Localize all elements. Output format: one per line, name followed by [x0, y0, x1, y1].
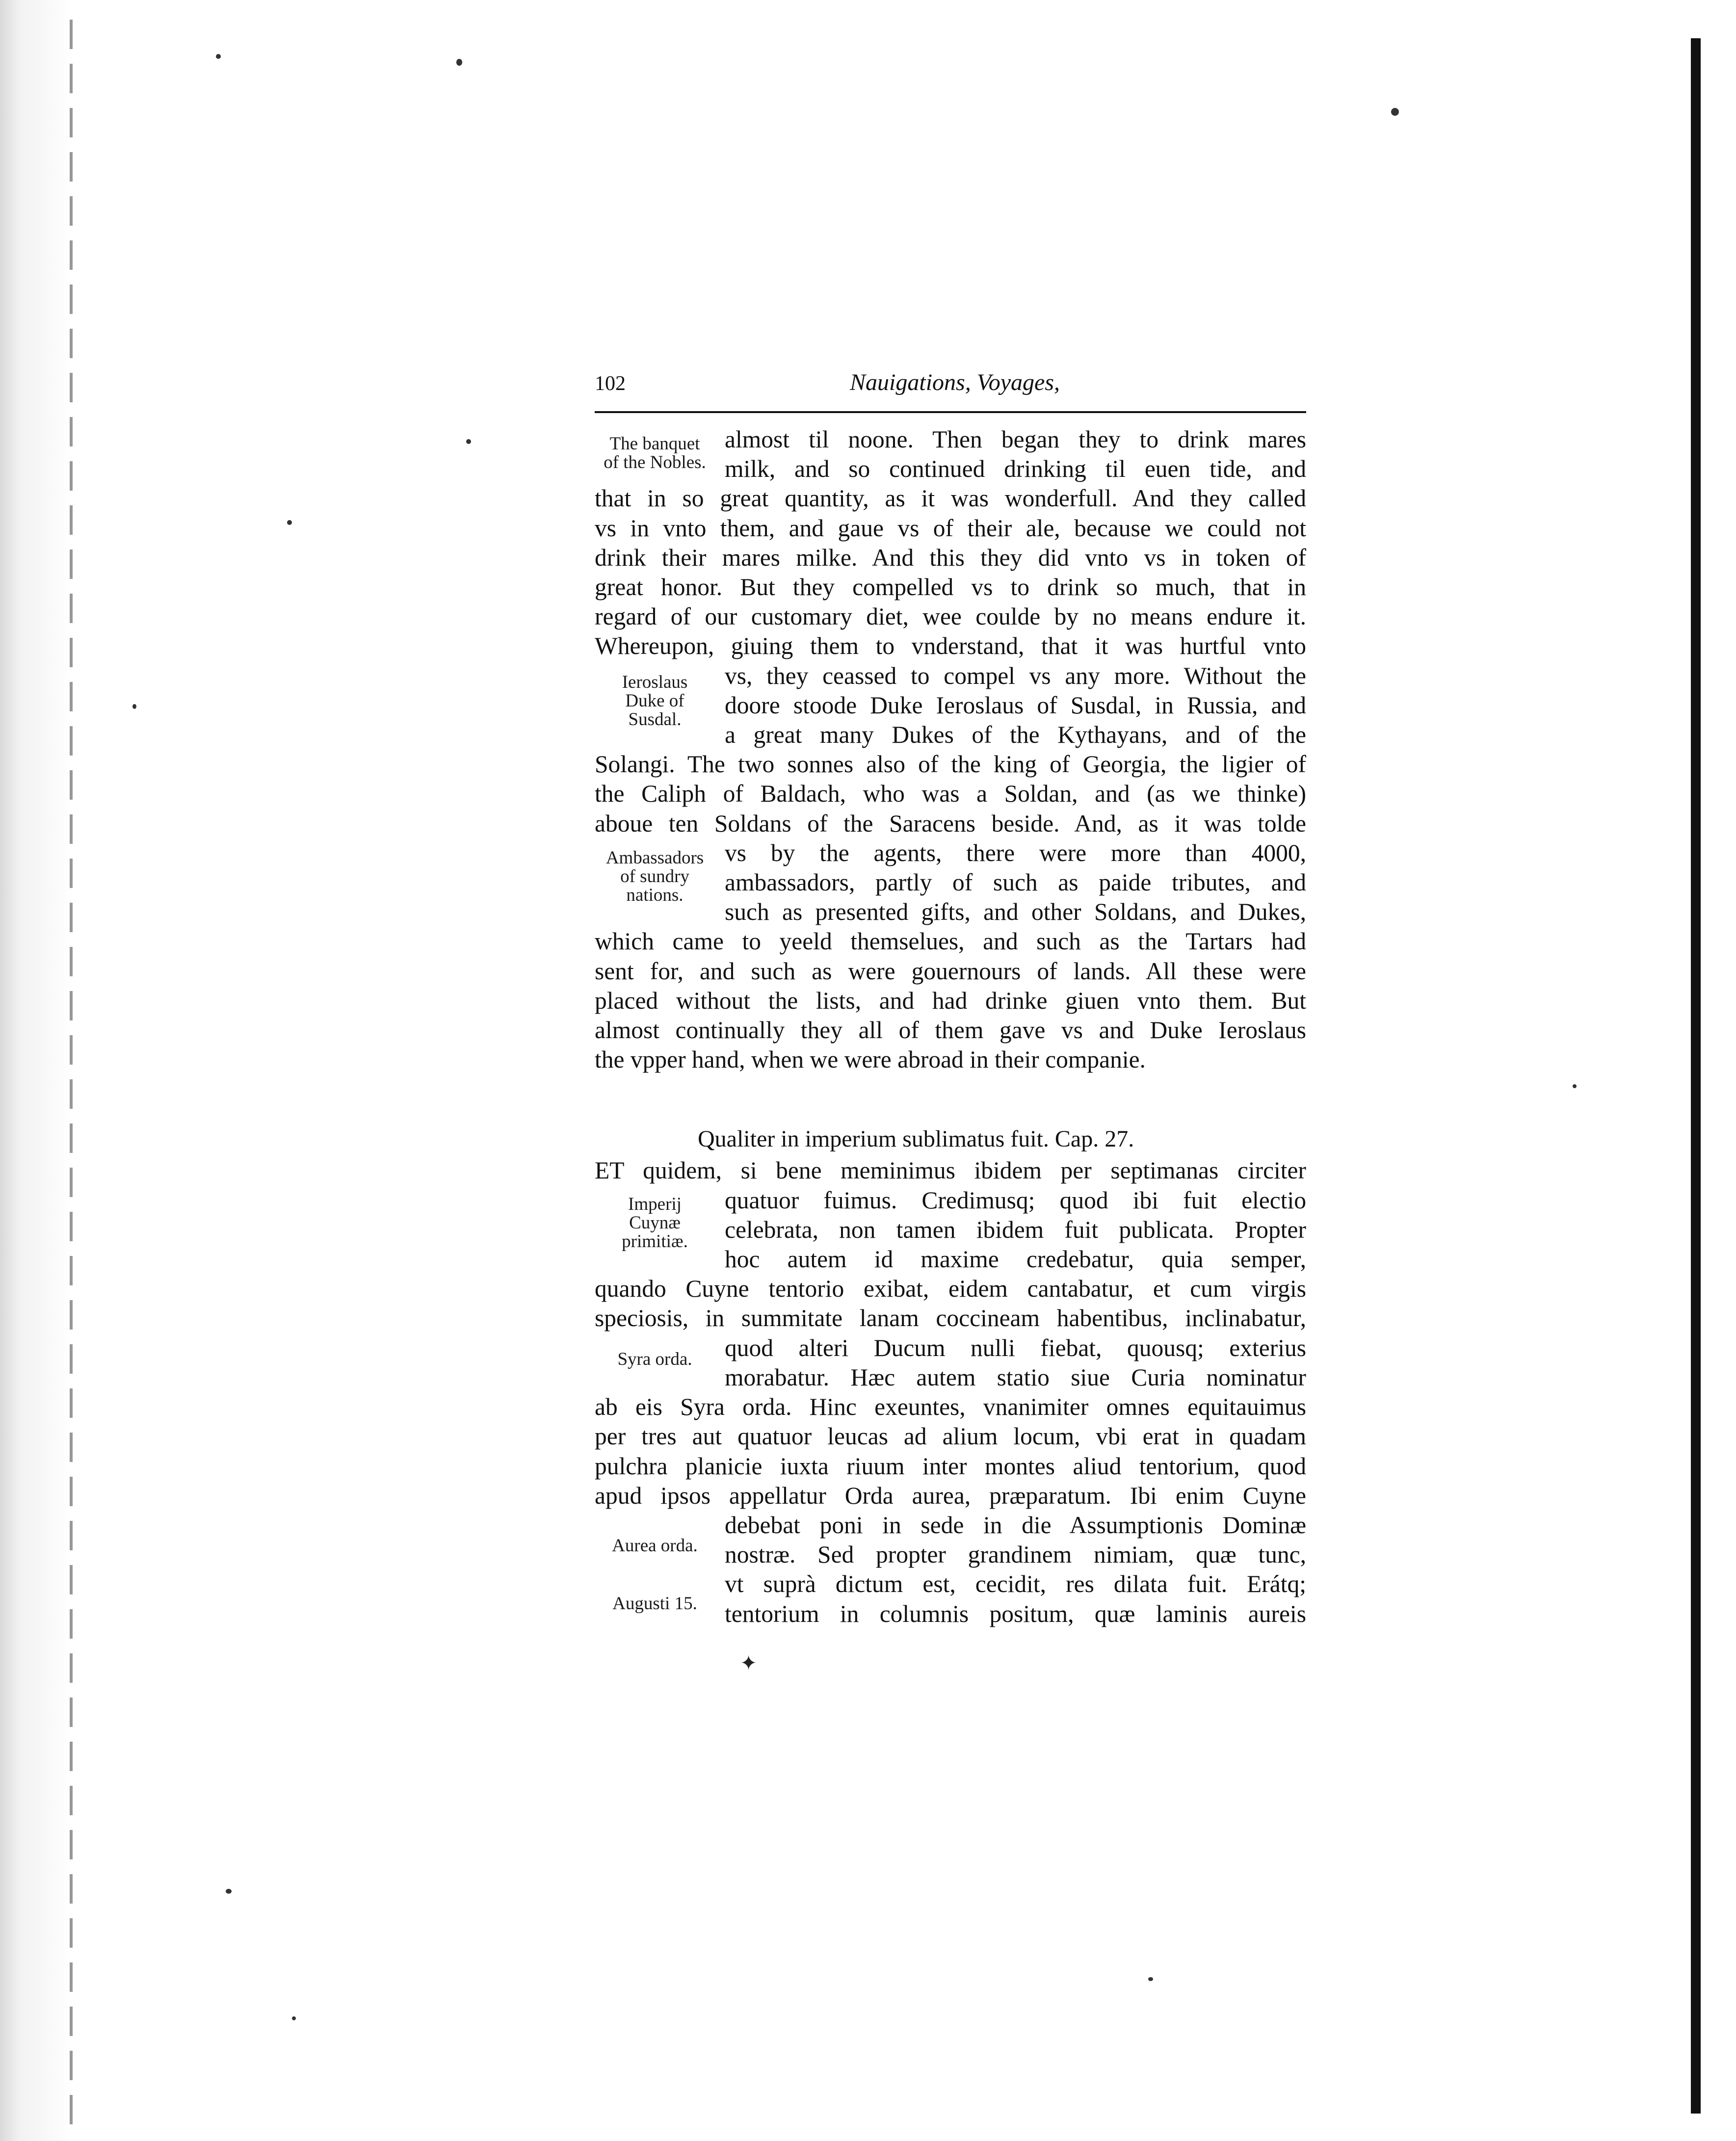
sidenote-ambassadors: Ambassadors of sundry nations.	[605, 848, 704, 905]
text-line: ambassadors, partly of such as paide tributes, and	[725, 869, 1306, 896]
page-header	[595, 369, 1306, 403]
text-line: debebat poni in sede in die Assumptionis Dominæ	[725, 1511, 1306, 1539]
text-line: celebrata, non tamen ibidem fuit publicata. Propter	[725, 1216, 1306, 1243]
text-line: almost continually they all of them gave vs and Duke Ieroslaus	[595, 1017, 1306, 1044]
sidenote-syra-orda: Syra orda.	[617, 1349, 692, 1369]
text-line: hoc autem id maxime credebatur, quia semper,	[725, 1246, 1306, 1273]
text-line: almost til noone. Then began they to drink mares	[725, 426, 1306, 453]
text-line: the Caliph of Baldach, who was a Soldan, and (as we thinke)	[595, 780, 1306, 808]
text-line: doore stoode Duke Ieroslaus of Susdal, in Russia, and	[725, 691, 1306, 719]
chapter-heading: Qualiter in imperium sublimatus fuit. Cap. 27.	[698, 1126, 1134, 1152]
text-line: per tres aut quatuor leucas ad alium locum, vbi erat in quadam	[595, 1423, 1306, 1450]
text-line: quando Cuyne tentorio exibat, eidem cantabatur, et cum virgis	[595, 1275, 1306, 1303]
text-line: ET quidem, si bene meminimus ibidem per septimanas circiter	[595, 1157, 1306, 1184]
scan-right-edge	[1691, 38, 1701, 2114]
text-line: regard of our customary diet, wee coulde by no means endure it.	[595, 603, 1306, 630]
text-line: drink their mares milke. And this they did vnto vs in token of	[595, 544, 1306, 571]
text-line: Solangi. The two sonnes also of the king of Georgia, the ligier of	[595, 751, 1306, 778]
text-line: vs by the agents, there were more than 4000,	[725, 839, 1306, 866]
sidenote-aurea-orda: Aurea orda.	[612, 1536, 698, 1556]
text-line: vs, they ceassed to compel vs any more. Without the	[725, 662, 1306, 689]
text-line: speciosis, in summitate lanam coccineam habentibus, inclinabatur,	[595, 1305, 1306, 1332]
sidenote-augusti: Augusti 15.	[612, 1593, 697, 1614]
text-line: nostræ. Sed propter grandinem nimiam, quæ tunc,	[725, 1541, 1306, 1568]
text-line: vs in vnto them, and gaue vs of their ale, because we could not	[595, 514, 1306, 542]
text-line: morabatur. Hæc autem statio siue Curia nominatur	[725, 1363, 1306, 1391]
text-line: quod alteri Ducum nulli fiebat, quousq; exterius	[725, 1334, 1306, 1361]
text-line: which came to yeeld themselues, and such as the Tartars had	[595, 928, 1306, 955]
text-line: tentorium in columnis positum, quæ laminis aureis	[725, 1600, 1306, 1627]
scan-speck	[1573, 1084, 1577, 1088]
text-line: ab eis Syra orda. Hinc exeuntes, vnanimiter omnes equitauimus	[595, 1393, 1306, 1421]
running-title: Nauigations, Voyages,	[850, 369, 1060, 395]
scan-speck	[287, 520, 292, 525]
ornament-glyph: ✦	[740, 1652, 758, 1675]
text-line: placed without the lists, and had drinke giuen vnto them. But	[595, 987, 1306, 1014]
scan-speck	[292, 2016, 296, 2020]
text-line: vt suprà dictum est, cecidit, res dilata fuit. Erátq;	[725, 1570, 1306, 1598]
text-line: the vpper hand, when we were abroad in their companie.	[595, 1046, 1146, 1073]
scan-left-binding	[70, 20, 73, 2129]
paragraph-1	[595, 425, 1306, 1074]
sidenote-banquet: The banquet of the Nobles.	[604, 434, 706, 472]
scan-speck	[1391, 108, 1399, 116]
sidenote-ieroslaus: Ieroslaus Duke of Susdal.	[622, 672, 688, 730]
scan-speck	[226, 1889, 232, 1894]
text-line: aboue ten Soldans of the Saracens beside. And, as it was tolde	[595, 809, 1306, 837]
header-rule	[595, 411, 1306, 413]
text-line: great honor. But they compelled vs to drink so much, that in	[595, 574, 1306, 601]
page-number: 102	[595, 372, 626, 395]
sidenote-imperij: Imperij Cuynæ primitiæ.	[622, 1194, 688, 1252]
text-line: quatuor fuimus. Credimusq; quod ibi fuit electio	[725, 1186, 1306, 1214]
scan-speck	[1148, 1977, 1153, 1981]
text-line: that in so great quantity, as it was wonderfull. And they called	[595, 485, 1306, 512]
text-column	[595, 425, 1306, 1629]
text-line: such as presented gifts, and other Soldans, and Dukes,	[725, 898, 1306, 926]
text-line: sent for, and such as were gouernours of lands. All these were	[595, 957, 1306, 985]
scan-speck	[456, 59, 462, 66]
text-line: milk, and so continued drinking til euen tide, and	[725, 455, 1306, 483]
text-line: apud ipsos appellatur Orda aurea, præparatum. Ibi enim Cuyne	[595, 1482, 1306, 1509]
scan-speck	[132, 704, 136, 709]
scan-speck	[216, 54, 221, 59]
text-line: a great many Dukes of the Kythayans, and of the	[725, 721, 1306, 749]
scan-left-edge	[0, 0, 74, 2141]
text-line: Whereupon, giuing them to vnderstand, that it was hurtful vnto	[595, 632, 1306, 660]
text-line: pulchra planicie iuxta riuum inter montes aliud tentorium, quod	[595, 1452, 1306, 1480]
scan-speck	[466, 439, 471, 444]
